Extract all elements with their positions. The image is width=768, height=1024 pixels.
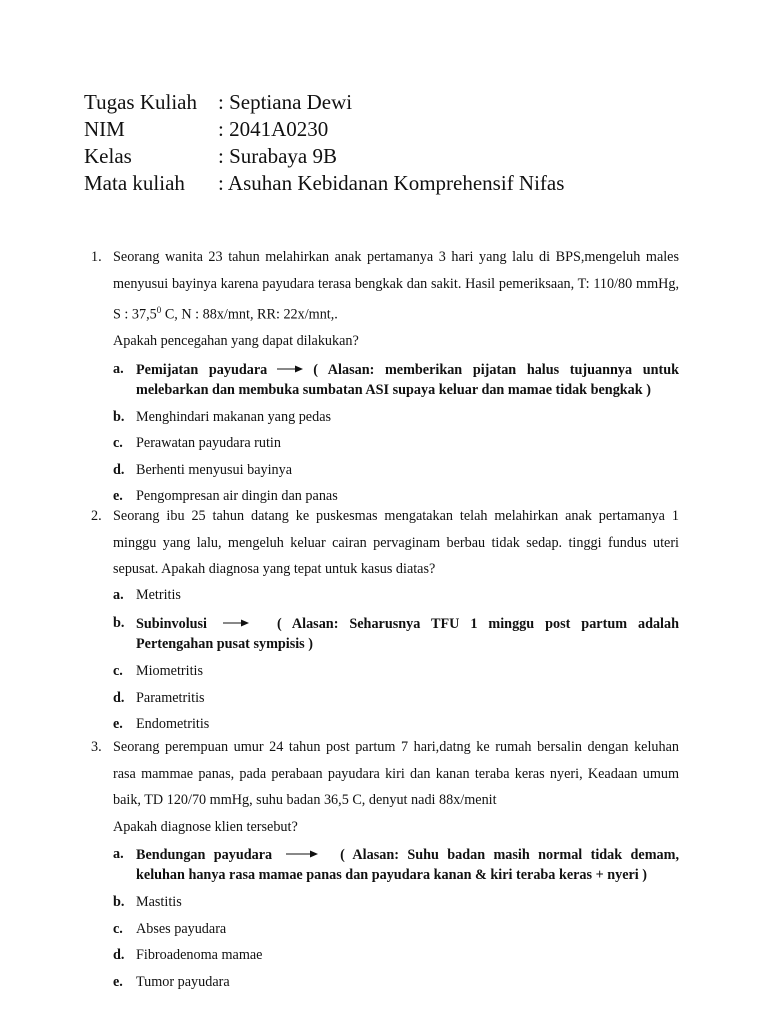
- option-letter: c.: [113, 663, 123, 679]
- header-label: Tugas Kuliah: [84, 90, 197, 114]
- option-text: Perawatan payudara rutin: [136, 435, 281, 452]
- option-letter: e.: [113, 973, 123, 990]
- option-c[interactable]: [113, 917, 679, 944]
- option-d[interactable]: [113, 458, 679, 485]
- question-1: [91, 244, 679, 511]
- question-text: Seorang ibu 25 tahun datang ke puskesmas mengatakan telah melahirkan anak pertamanya 1 minggu yang lalu, mengeluh keluar cairan pervaginam berbau tidak sedap. tinggi fundus uteri sepusat. Apakah diagnosa yang tepat untuk kasus diatas?: [113, 508, 679, 577]
- header-row-nim: [84, 116, 564, 143]
- header-label: Kelas: [84, 144, 132, 168]
- answer-reason: ( Alasan: Suhu badan masih normal tidak demam, keluhan hanya rasa mamae panas dan payudara kanan & kiri teraba keras + nyeri ): [136, 846, 680, 883]
- option-text: Menghindari makanan yang pedas: [136, 408, 332, 425]
- header-label: Mata kuliah: [84, 171, 185, 195]
- option-letter: d.: [113, 947, 125, 963]
- option-letter: b.: [113, 615, 125, 631]
- option-text: Mastitis: [136, 894, 182, 910]
- option-b[interactable]: [113, 890, 679, 917]
- option-e[interactable]: [113, 970, 679, 997]
- question-number: 2.: [91, 508, 102, 524]
- question-number: 3.: [91, 739, 102, 755]
- question-prompt: Apakah diagnose klien tersebut?: [113, 818, 298, 835]
- option-text: Miometritis: [136, 663, 203, 679]
- question-text: [113, 244, 679, 328]
- option-letter: c.: [113, 435, 123, 452]
- option-c[interactable]: [113, 659, 679, 686]
- question-3: [91, 734, 679, 996]
- answer-text: Subinvolusi: [136, 615, 207, 632]
- option-b[interactable]: [113, 405, 679, 432]
- question-text-part: Seorang wanita 23 tahun melahirkan anak pertamanya 3 hari yang lalu di BPS,mengeluh males menyusui bayinya karena payudara terasa bengkak dan sakit. Hasil pemeriksaan, T: 110/80 mmHg, S : 37,5: [113, 249, 679, 323]
- option-text: Abses payudara: [136, 920, 227, 937]
- option-letter: a.: [113, 586, 124, 603]
- option-a-answer[interactable]: [113, 845, 679, 884]
- question-2: [91, 503, 679, 739]
- option-letter: e.: [113, 716, 123, 732]
- superscript-degree: 0: [156, 305, 162, 315]
- option-text: Berhenti menyusui bayinya: [136, 461, 293, 478]
- option-a[interactable]: [113, 583, 679, 610]
- header-row-mata-kuliah: [84, 170, 564, 197]
- header-value: : Surabaya 9B: [218, 144, 337, 168]
- header-label: NIM: [84, 117, 125, 141]
- answer-text: Pemijatan payudara: [136, 361, 268, 378]
- option-letter: e.: [113, 488, 123, 505]
- question-number: 1.: [91, 249, 102, 265]
- option-d[interactable]: [113, 943, 679, 970]
- option-text: Parametritis: [136, 689, 205, 706]
- option-text: Tumor payudara: [136, 973, 230, 990]
- option-letter: b.: [113, 894, 125, 910]
- option-b-answer[interactable]: [113, 614, 679, 653]
- option-text: Pengompresan air dingin dan panas: [136, 488, 338, 505]
- option-a-answer[interactable]: [113, 360, 679, 399]
- answer-text: Bendungan payudara: [136, 846, 273, 863]
- option-letter: a.: [113, 846, 124, 862]
- option-text: Metritis: [136, 586, 181, 603]
- option-letter: a.: [113, 360, 124, 377]
- arrow-right-icon: [286, 845, 318, 863]
- options-list: [113, 845, 679, 996]
- option-d[interactable]: [113, 686, 679, 713]
- header-value: : Asuhan Kebidanan Komprehensif Nifas: [218, 171, 565, 195]
- question-text: Seorang perempuan umur 24 tahun post partum 7 hari,datng ke rumah bersalin dengan keluhan rasa mammae panas, pada perabaan payudara kiri dan kanan teraba keras nyeri, Keadaan umum baik, TD 120/70 mmHg, suhu badan 36,5 C, denyut nadi 88x/menit: [113, 739, 679, 808]
- option-letter: d.: [113, 689, 125, 706]
- option-c[interactable]: [113, 431, 679, 458]
- header-value: : 2041A0230: [218, 117, 329, 141]
- header-value: : Septiana Dewi: [218, 90, 353, 114]
- answer-reason: ( Alasan: memberikan pijatan halus tujuannya untuk melebarkan dan membuka sumbatan ASI supaya keluar dan mamae tidak bengkak ): [136, 361, 679, 398]
- option-text: Endometritis: [136, 716, 210, 732]
- arrow-right-icon: [277, 360, 303, 378]
- options-list: [113, 360, 679, 511]
- options-list: [113, 583, 679, 739]
- option-letter: c.: [113, 920, 123, 937]
- question-prompt: Apakah pencegahan yang dapat dilakukan?: [113, 333, 359, 350]
- option-text: Fibroadenoma mamae: [136, 947, 263, 963]
- option-letter: b.: [113, 408, 125, 425]
- header-row-tugas: [84, 89, 564, 116]
- question-text-part: C, N : 88x/mnt, RR: 22x/mnt,.: [161, 306, 338, 323]
- header-row-kelas: [84, 143, 564, 170]
- document-header: [84, 89, 564, 197]
- option-letter: d.: [113, 461, 125, 478]
- arrow-right-icon: [223, 614, 249, 632]
- answer-reason: ( Alasan: Seharusnya TFU 1 minggu post partum adalah Pertengahan pusat sympisis ): [136, 615, 679, 652]
